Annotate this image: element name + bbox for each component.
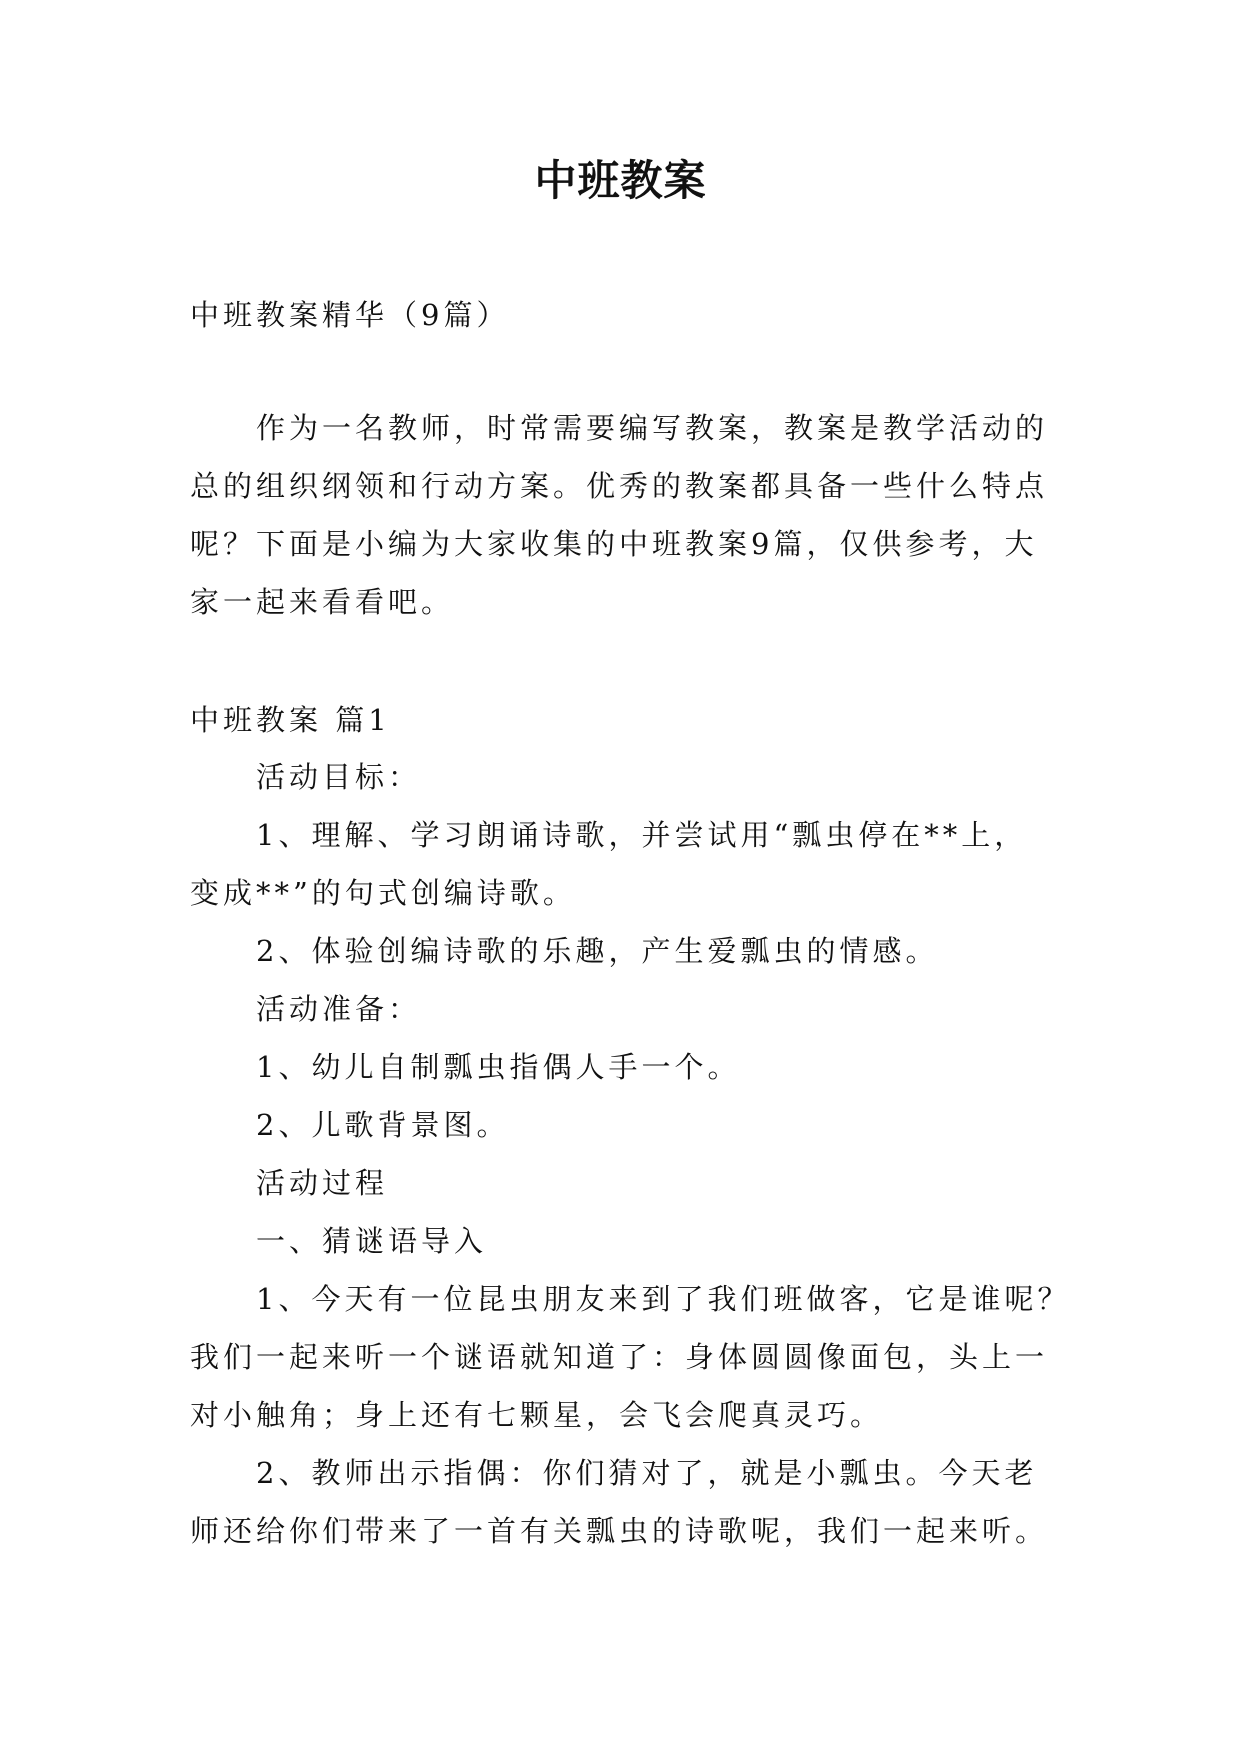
body-line-10: 1、今天有一位昆虫朋友来到了我们班做客，它是谁呢？ bbox=[256, 1282, 1071, 1316]
body-line-2: 1、理解、学习朗诵诗歌，并尝试用“瓢虫停在**上， bbox=[256, 818, 1028, 852]
body-line-12: 对小触角；身上还有七颗星，会飞会爬真灵巧。 bbox=[190, 1398, 884, 1432]
body-line-9: 一、猜谜语导入 bbox=[256, 1224, 488, 1258]
section-heading: 中班教案 篇1 bbox=[190, 703, 391, 737]
body-line-1: 活动目标： bbox=[256, 760, 422, 794]
body-line-5: 活动准备： bbox=[256, 992, 422, 1026]
intro-line-3: 呢？下面是小编为大家收集的中班教案9篇，仅供参考，大 bbox=[190, 527, 1038, 561]
body-line-11: 我们一起来听一个谜语就知道了：身体圆圆像面包，头上一 bbox=[190, 1340, 1049, 1374]
document-subtitle: 中班教案精华（9篇） bbox=[190, 298, 510, 332]
body-line-8: 活动过程 bbox=[256, 1166, 389, 1200]
body-line-7: 2、儿歌背景图。 bbox=[256, 1108, 510, 1142]
document-title: 中班教案 bbox=[534, 156, 707, 205]
body-line-3: 变成**”的句式创编诗歌。 bbox=[190, 876, 576, 910]
intro-line-1: 作为一名教师，时常需要编写教案，教案是教学活动的 bbox=[256, 411, 1049, 445]
body-line-6: 1、幼儿自制瓢虫指偶人手一个。 bbox=[256, 1050, 741, 1084]
body-line-4: 2、体验创编诗歌的乐趣，产生爱瓢虫的情感。 bbox=[256, 934, 939, 968]
body-line-13: 2、教师出示指偶：你们猜对了，就是小瓢虫。今天老 bbox=[256, 1456, 1038, 1490]
intro-line-4: 家一起来看看吧。 bbox=[190, 585, 455, 619]
body-line-14: 师还给你们带来了一首有关瓢虫的诗歌呢，我们一起来听。 bbox=[190, 1514, 1049, 1548]
intro-line-2: 总的组织纲领和行动方案。优秀的教案都具备一些什么特点 bbox=[190, 469, 1049, 503]
